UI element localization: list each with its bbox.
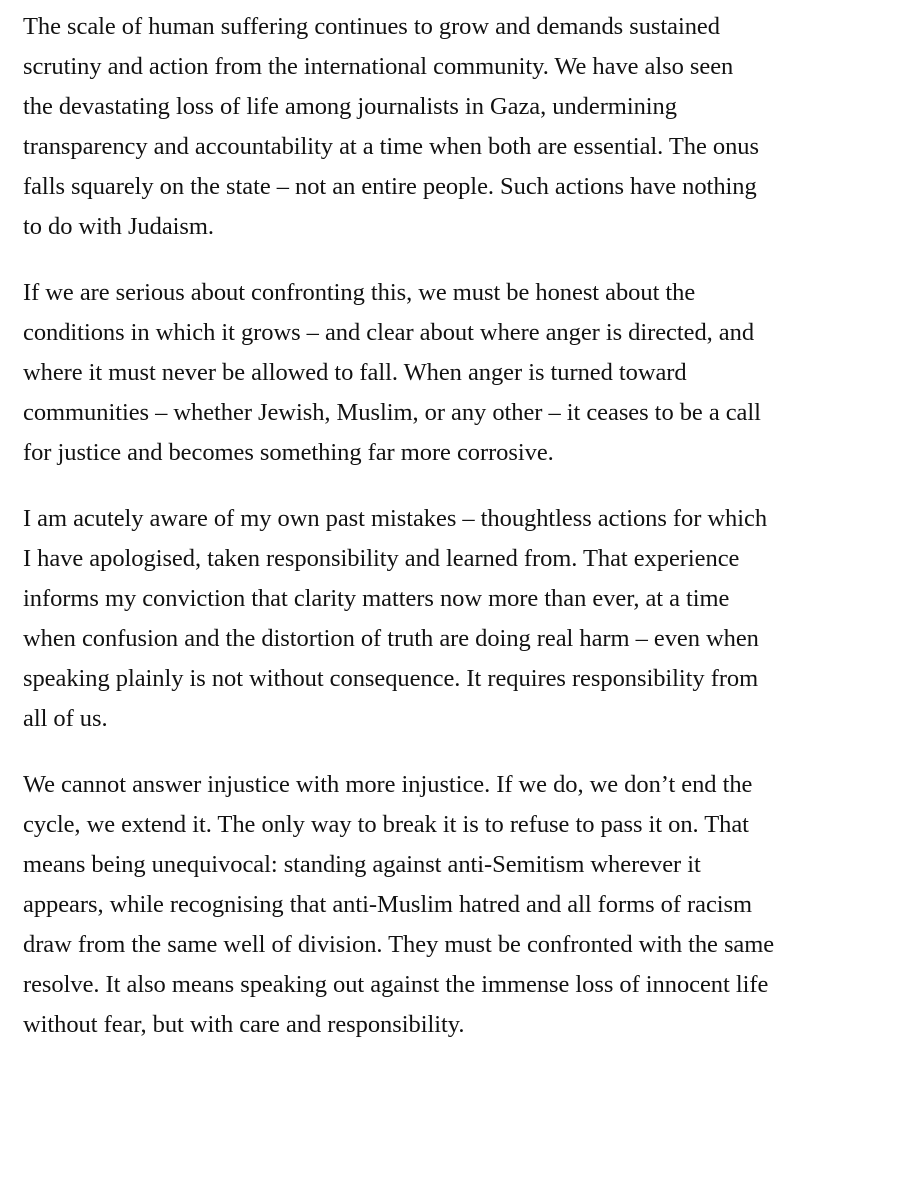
article-paragraph-2	[23, 273, 863, 473]
text-line: falls squarely on the state – not an entire people. Such actions have nothing	[23, 173, 757, 200]
text-line: We cannot answer injustice with more injustice. If we do, we don’t end the	[23, 771, 753, 798]
article-paragraph-3	[23, 499, 863, 739]
text-line: informs my conviction that clarity matters now more than ever, at a time	[23, 585, 730, 612]
text-line: resolve. It also means speaking out against the immense loss of innocent life	[23, 971, 769, 998]
text-line: means being unequivocal: standing against anti-Semitism wherever it	[23, 851, 701, 878]
text-line: cycle, we extend it. The only way to break it is to refuse to pass it on. That	[23, 811, 749, 838]
text-line: draw from the same well of division. They must be confronted with the same	[23, 931, 775, 958]
article-paragraph-4	[23, 765, 863, 1045]
text-line: I have apologised, taken responsibility and learned from. That experience	[23, 545, 740, 572]
text-line: where it must never be allowed to fall. When anger is turned toward	[23, 359, 687, 386]
text-line: transparency and accountability at a time when both are essential. The onus	[23, 133, 759, 160]
text-line: scrutiny and action from the international community. We have also seen	[23, 53, 734, 80]
text-line: conditions in which it grows – and clear about where anger is directed, and	[23, 319, 755, 346]
text-line: The scale of human suffering continues to grow and demands sustained	[23, 13, 720, 40]
text-line: If we are serious about confronting this, we must be honest about the	[23, 279, 696, 306]
text-line: without fear, but with care and responsibility.	[23, 1011, 465, 1038]
text-line: communities – whether Jewish, Muslim, or any other – it ceases to be a call	[23, 399, 761, 426]
text-line: when confusion and the distortion of truth are doing real harm – even when	[23, 625, 759, 652]
text-line: all of us.	[23, 705, 108, 732]
article-body	[23, 7, 863, 1071]
text-line: appears, while recognising that anti-Muslim hatred and all forms of racism	[23, 891, 753, 918]
text-line: for justice and becomes something far more corrosive.	[23, 439, 554, 466]
article-paragraph-1	[23, 7, 863, 247]
text-line: the devastating loss of life among journalists in Gaza, undermining	[23, 93, 677, 120]
text-line: speaking plainly is not without consequence. It requires responsibility from	[23, 665, 759, 692]
text-line: I am acutely aware of my own past mistakes – thoughtless actions for which	[23, 505, 768, 532]
text-line: to do with Judaism.	[23, 213, 214, 240]
